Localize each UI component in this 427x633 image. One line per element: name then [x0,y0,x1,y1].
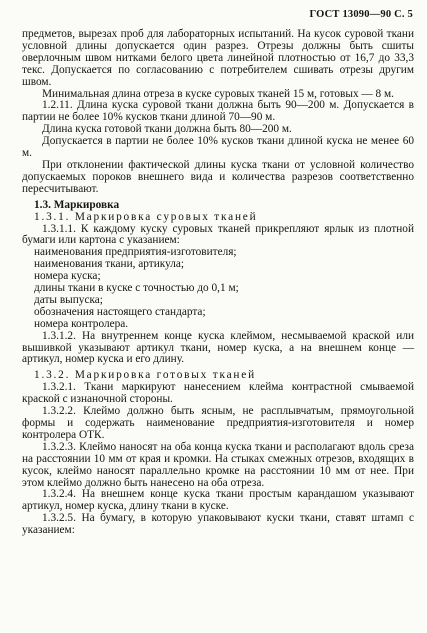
list-item: обозначения настоящего стандарта; [34,305,206,318]
paragraph: Длина куска готовой ткани должна быть 80—200 м. [42,123,292,136]
document-body [22,29,414,537]
paragraph: 1.3.2.1. Ткани маркируют нанесением клейма контрастной смываемой краской с изнаночной стороны. [22,381,414,406]
section-heading: 1.3. Маркировка [34,198,120,211]
paragraph: При отклонении фактической длины куска ткани от условной количество допускаемых пороков внешнего вида и количества разрезов соответственно пересчитывают. [22,158,414,195]
paragraph: 1.3.2.3. Клеймо наносят на оба конца куска ткани и располагают вдоль среза на расстоянии 10 мм от края и кромки. На стыках смежных отрезов, входящих в кусок, клеймо наносят параллельно кромке на расстоянии 10 мм от нее. При этом клеймо должно быть нанесено на оба отреза. [22,440,414,489]
subsection-heading: 1.3.1. Маркировка суровых тканей [34,210,258,223]
list-item: наименования предприятия-изготовителя; [34,246,237,259]
list-item: номера куска; [34,270,101,283]
paragraph: 1.3.2.2. Клеймо должно быть ясным, не расплывчатым, прямоугольной формы и содержать наименование предприятия-изготовителя и номер контролера ОТК. [22,405,414,441]
list-item: наименования ткани, артикула; [34,258,185,271]
paragraph: Минимальная длина отреза в куске суровых тканей 15 м, готовых — 8 м. [42,87,394,100]
paragraph: 1.3.1.1. К каждому куску суровых тканей прикрепляют ярлык из плотной бумаги или картона с указанием: [22,222,414,247]
paragraph: 1.3.1.2. На внутреннем конце куска клеймом, несмываемой краской или вышивкой указывают артикул ткани, номер куска, а на внешнем конце — артикул, номер куска и его длину. [22,329,414,366]
paragraph: Допускается в партии не более 10% кусков ткани длиной куска не менее 60 м. [22,135,414,160]
list-item: номера контролера. [34,317,129,330]
paragraph: предметов, вырезах проб для лабораторных испытаний. На кусок суровой ткани условной длины допускается один разрез. Отрезы должны быть сшиты оверлочным швом нитками белого цвета линейной плотностью от 16,7 до 33,3 текс. Допускается по согласованию с потребителем сшивать отрезы другим швом. [22,28,414,88]
list-item: даты выпуска; [34,293,103,306]
paragraph: 1.2.11. Длина куска суровой ткани должна быть 90—200 м. Допускается в партии не более 10% кусков ткани длиной 70—90 м. [22,99,414,124]
subsection-heading: 1.3.2. Маркировка готовых тканей [34,369,256,382]
page-header: ГОСТ 13090—90 С. 5 [309,9,413,20]
paragraph: 1.3.2.5. На бумагу, в которую упаковывают куски ткани, ставят штамп с указанием: [22,512,414,537]
paragraph: 1.3.2.4. На внешнем конце куска ткани простым карандашом указывают артикул, номер куска, длину ткани в куске. [22,488,414,513]
list-item: длины ткани в куске с точностью до 0,1 м; [34,282,239,295]
